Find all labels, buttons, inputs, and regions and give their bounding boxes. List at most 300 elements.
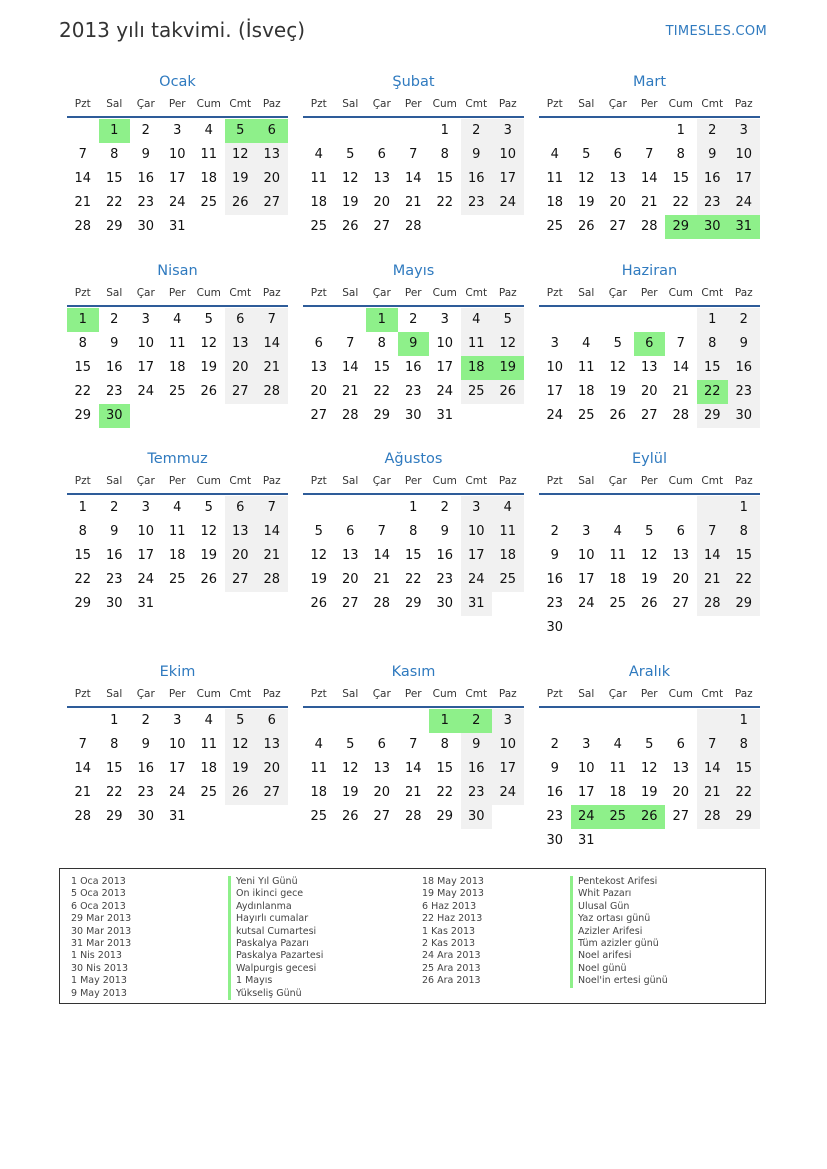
day-cell: 8: [78, 336, 87, 351]
weekday-label: Cum: [432, 287, 457, 299]
day-cell: 16: [728, 356, 760, 380]
day-cell: 3: [728, 119, 760, 143]
weekday-label: Paz: [262, 98, 281, 110]
day-cell: 22: [728, 781, 760, 805]
weekday-label: Çar: [608, 688, 627, 700]
empty-cell: [303, 709, 335, 733]
holiday-legend: [59, 868, 766, 1004]
day-cell: 10: [168, 737, 186, 752]
month-4: [67, 260, 288, 428]
day-cell: 2: [110, 312, 119, 327]
day-cell: 27: [672, 596, 690, 611]
day-cell: 2: [550, 524, 559, 539]
month-9: [539, 448, 760, 640]
day-grid: [539, 709, 760, 853]
weekday-label: Pzt: [546, 98, 563, 110]
month-7: [67, 448, 288, 616]
day-cell: 30: [137, 809, 155, 824]
day-cell: 18: [200, 171, 218, 186]
day-cell: 9: [728, 332, 760, 356]
day-cell: 15: [697, 356, 729, 380]
legend-date: 9 May 2013: [71, 987, 127, 999]
day-cell: 3: [492, 709, 524, 733]
day-cell: 28: [256, 568, 288, 592]
day-cell: 8: [377, 336, 386, 351]
day-cell: 7: [256, 496, 288, 520]
day-cell: 21: [74, 195, 92, 210]
day-cell: 10: [492, 143, 524, 167]
day-cell: 2: [728, 308, 760, 332]
day-cell: 19: [341, 195, 359, 210]
weekday-label: Cmt: [229, 688, 252, 700]
legend-holiday-name: Yükseliş Günü: [228, 988, 323, 1000]
weekday-label: Cum: [668, 688, 693, 700]
day-cell: 29: [74, 408, 92, 423]
day-cell: 15: [74, 548, 92, 563]
weekday-label: Cmt: [701, 688, 724, 700]
day-cell: 17: [137, 548, 155, 563]
weekday-label: Cum: [668, 287, 693, 299]
day-cell: 9: [110, 336, 119, 351]
day-cell: 5: [645, 737, 654, 752]
day-cell: 24: [461, 568, 493, 592]
day-cell: 4: [492, 496, 524, 520]
site-link[interactable]: TIMESLES.COM: [665, 24, 767, 39]
day-cell: 13: [373, 761, 391, 776]
day-cell: 23: [137, 195, 155, 210]
day-cell: 16: [404, 360, 422, 375]
day-cell: 8: [728, 520, 760, 544]
weekday-label: Sal: [342, 287, 359, 299]
day-grid: [539, 496, 760, 640]
day-cell: 7: [645, 147, 654, 162]
day-cell: 27: [310, 408, 328, 423]
day-cell: 14: [697, 544, 729, 568]
day-cell: 14: [697, 757, 729, 781]
day-cell: 21: [697, 781, 729, 805]
legend-holiday-name: kutsal Cumartesi: [228, 926, 323, 938]
day-cell: 15: [373, 360, 391, 375]
day-cell: 4: [582, 336, 591, 351]
day-cell: 30: [546, 833, 564, 848]
legend-holiday-name: Walpurgis gecesi: [228, 963, 323, 975]
day-cell: 7: [78, 737, 87, 752]
day-grid: [67, 496, 288, 616]
day-cell: 17: [728, 167, 760, 191]
legend-dates-column-2: [422, 876, 484, 988]
weekday-label: Pzt: [74, 688, 91, 700]
day-cell: 7: [409, 147, 418, 162]
day-cell: 8: [728, 733, 760, 757]
day-cell: 25: [200, 195, 218, 210]
day-cell: 26: [577, 219, 595, 234]
day-cell: 29: [74, 596, 92, 611]
day-cell: 14: [341, 360, 359, 375]
weekday-header: [67, 470, 288, 495]
day-cell: 15: [74, 360, 92, 375]
day-cell: 4: [204, 713, 213, 728]
day-cell: 29: [105, 809, 123, 824]
day-cell: 10: [436, 336, 454, 351]
day-cell: 15: [105, 171, 123, 186]
weekday-label: Sal: [106, 688, 123, 700]
day-cell: 27: [225, 380, 257, 404]
day-cell: 8: [110, 147, 119, 162]
day-cell: 17: [168, 761, 186, 776]
day-cell: 22: [728, 568, 760, 592]
empty-cell: [398, 119, 430, 143]
legend-date: 29 Mar 2013: [71, 913, 132, 925]
day-cell: 24: [546, 408, 564, 423]
day-cell: 15: [728, 544, 760, 568]
day-cell: 8: [110, 737, 119, 752]
month-name: Kasım: [391, 664, 436, 680]
day-cell: 16: [546, 785, 564, 800]
day-cell: 18: [492, 544, 524, 568]
day-cell: 24: [137, 572, 155, 587]
day-cell: 28: [74, 219, 92, 234]
day-cell: 6: [676, 737, 685, 752]
day-cell: 9: [141, 737, 150, 752]
day-cell: 16: [436, 548, 454, 563]
day-cell: 23: [728, 380, 760, 404]
day-cell: 7: [377, 524, 386, 539]
day-cell: 22: [74, 572, 92, 587]
day-cell: 17: [137, 360, 155, 375]
legend-holiday-name: Yeni Yıl Günü: [228, 876, 323, 888]
weekday-label: Paz: [498, 287, 517, 299]
day-cell: 18: [546, 195, 564, 210]
day-cell: 5: [645, 524, 654, 539]
month-6: [539, 260, 760, 428]
legend-date: 30 Mar 2013: [71, 925, 132, 937]
weekday-label: Sal: [342, 475, 359, 487]
day-cell: 29: [404, 596, 422, 611]
day-cell: 12: [577, 171, 595, 186]
day-cell: 22: [105, 785, 123, 800]
day-cell: 31: [168, 219, 186, 234]
day-cell: 10: [577, 761, 595, 776]
legend-date: 30 Nis 2013: [71, 962, 128, 974]
holiday-day-cell: 18: [461, 356, 493, 380]
day-cell: 9: [697, 143, 729, 167]
weekday-label: Cmt: [701, 98, 724, 110]
day-cell: 27: [373, 809, 391, 824]
legend-holiday-name: Yaz ortası günü: [570, 913, 668, 925]
day-cell: 11: [310, 171, 328, 186]
weekday-label: Paz: [734, 688, 753, 700]
day-cell: 11: [492, 520, 524, 544]
weekday-label: Sal: [342, 98, 359, 110]
empty-cell: [634, 709, 666, 733]
month-name: Eylül: [632, 451, 667, 467]
day-cell: 19: [225, 757, 257, 781]
day-cell: 4: [613, 524, 622, 539]
day-cell: 26: [492, 380, 524, 404]
day-cell: 1: [78, 500, 87, 515]
day-cell: 13: [225, 332, 257, 356]
empty-cell: [539, 308, 571, 332]
day-cell: 7: [697, 733, 729, 757]
day-cell: 11: [546, 171, 564, 186]
day-cell: 11: [168, 524, 186, 539]
day-cell: 11: [461, 332, 493, 356]
day-cell: 13: [310, 360, 328, 375]
day-cell: 28: [697, 592, 729, 616]
day-cell: 6: [377, 147, 386, 162]
weekday-label: Çar: [136, 287, 155, 299]
day-cell: 4: [204, 123, 213, 138]
day-cell: 1: [440, 123, 449, 138]
day-cell: 2: [409, 312, 418, 327]
day-cell: 18: [577, 384, 595, 399]
day-cell: 4: [461, 308, 493, 332]
legend-holiday-name: Noel günü: [570, 963, 668, 975]
day-cell: 13: [225, 520, 257, 544]
day-cell: 5: [314, 524, 323, 539]
day-cell: 16: [461, 757, 493, 781]
day-cell: 7: [346, 336, 355, 351]
month-3: [539, 71, 760, 239]
day-cell: 3: [173, 713, 182, 728]
day-cell: 8: [78, 524, 87, 539]
day-cell: 24: [137, 384, 155, 399]
legend-date: 18 May 2013: [422, 876, 484, 887]
day-cell: 7: [409, 737, 418, 752]
day-cell: 20: [672, 785, 690, 800]
day-cell: 9: [110, 524, 119, 539]
month-10: [67, 661, 288, 829]
weekday-label: Per: [640, 475, 658, 487]
day-cell: 8: [676, 147, 685, 162]
day-cell: 29: [105, 219, 123, 234]
holiday-day-cell: 1: [67, 308, 99, 332]
day-cell: 18: [609, 572, 627, 587]
day-cell: 17: [492, 757, 524, 781]
day-cell: 24: [168, 195, 186, 210]
weekday-label: Per: [640, 688, 658, 700]
day-cell: 15: [728, 757, 760, 781]
weekday-label: Pzt: [310, 287, 327, 299]
weekday-header: [539, 282, 760, 307]
day-cell: 13: [640, 360, 658, 375]
weekday-label: Çar: [372, 287, 391, 299]
day-cell: 27: [609, 219, 627, 234]
day-cell: 3: [141, 312, 150, 327]
month-12: [539, 661, 760, 853]
day-cell: 4: [173, 312, 182, 327]
holiday-day-cell: 6: [634, 332, 666, 356]
weekday-label: Per: [404, 688, 422, 700]
day-cell: 3: [141, 500, 150, 515]
day-cell: 23: [404, 384, 422, 399]
day-cell: 30: [137, 219, 155, 234]
day-cell: 26: [200, 384, 218, 399]
weekday-label: Paz: [262, 475, 281, 487]
day-cell: 9: [550, 761, 559, 776]
day-cell: 4: [613, 737, 622, 752]
day-cell: 19: [577, 195, 595, 210]
empty-cell: [665, 496, 697, 520]
day-cell: 17: [546, 384, 564, 399]
legend-holiday-name: Hayırlı cumalar: [228, 913, 323, 925]
holiday-day-cell: 26: [634, 805, 666, 829]
day-cell: 12: [200, 336, 218, 351]
day-cell: 19: [200, 360, 218, 375]
holiday-day-cell: 1: [429, 709, 461, 733]
weekday-label: Cmt: [229, 287, 252, 299]
legend-dates-column-1: [71, 876, 131, 1000]
legend-holiday-name: Paskalya Pazartesi: [228, 950, 323, 962]
weekday-label: Çar: [608, 98, 627, 110]
day-cell: 22: [74, 384, 92, 399]
legend-date: 1 Kas 2013: [422, 925, 476, 937]
weekday-label: Per: [168, 98, 186, 110]
weekday-label: Cum: [196, 688, 221, 700]
weekday-label: Paz: [734, 475, 753, 487]
day-cell: 16: [461, 167, 493, 191]
day-cell: 28: [640, 219, 658, 234]
day-cell: 23: [105, 384, 123, 399]
empty-cell: [665, 709, 697, 733]
day-cell: 14: [373, 548, 391, 563]
day-cell: 27: [256, 191, 288, 215]
empty-cell: [539, 709, 571, 733]
legend-holiday-name: On ikinci gece: [228, 888, 323, 900]
weekday-label: Çar: [136, 475, 155, 487]
day-cell: 1: [110, 713, 119, 728]
day-cell: 30: [105, 596, 123, 611]
day-cell: 31: [168, 809, 186, 824]
day-cell: 6: [314, 336, 323, 351]
empty-cell: [67, 119, 99, 143]
day-cell: 10: [137, 336, 155, 351]
day-cell: 26: [225, 191, 257, 215]
weekday-label: Per: [404, 287, 422, 299]
holiday-day-cell: 30: [697, 215, 729, 239]
day-cell: 25: [492, 568, 524, 592]
day-cell: 19: [310, 572, 328, 587]
day-cell: 21: [256, 356, 288, 380]
day-cell: 11: [609, 548, 627, 563]
weekday-label: Cum: [432, 688, 457, 700]
weekday-label: Pzt: [310, 475, 327, 487]
day-cell: 26: [200, 572, 218, 587]
day-cell: 21: [341, 384, 359, 399]
day-cell: 4: [550, 147, 559, 162]
weekday-label: Cum: [668, 98, 693, 110]
empty-cell: [634, 119, 666, 143]
holiday-day-cell: 30: [99, 404, 131, 428]
weekday-label: Çar: [372, 98, 391, 110]
weekday-label: Per: [404, 98, 422, 110]
month-name: Mayıs: [392, 263, 435, 279]
holiday-day-cell: 1: [366, 308, 398, 332]
weekday-label: Paz: [262, 287, 281, 299]
weekday-header: [539, 93, 760, 118]
day-cell: 7: [697, 520, 729, 544]
day-cell: 5: [492, 308, 524, 332]
weekday-label: Sal: [106, 98, 123, 110]
holiday-day-cell: 25: [602, 805, 634, 829]
weekday-label: Cmt: [465, 475, 488, 487]
day-cell: 29: [697, 404, 729, 428]
weekday-header: [303, 683, 524, 708]
legend-date: 2 Kas 2013: [422, 938, 476, 950]
legend-names-column-2: [570, 876, 668, 988]
day-cell: 12: [640, 761, 658, 776]
empty-cell: [366, 709, 398, 733]
holiday-day-cell: 31: [728, 215, 760, 239]
day-cell: 19: [640, 572, 658, 587]
day-cell: 23: [105, 572, 123, 587]
weekday-label: Cum: [668, 475, 693, 487]
empty-cell: [571, 709, 603, 733]
day-cell: 25: [310, 219, 328, 234]
day-cell: 22: [105, 195, 123, 210]
day-cell: 28: [697, 805, 729, 829]
day-cell: 19: [640, 785, 658, 800]
day-cell: 26: [640, 596, 658, 611]
weekday-label: Çar: [372, 688, 391, 700]
day-cell: 5: [613, 336, 622, 351]
day-cell: 2: [461, 119, 493, 143]
day-cell: 20: [640, 384, 658, 399]
day-cell: 4: [173, 500, 182, 515]
weekday-label: Per: [640, 98, 658, 110]
month-name: Mart: [632, 74, 667, 90]
weekday-label: Paz: [498, 475, 517, 487]
day-cell: 21: [373, 572, 391, 587]
day-cell: 25: [461, 380, 493, 404]
day-cell: 21: [404, 195, 422, 210]
day-cell: 11: [200, 737, 218, 752]
day-cell: 16: [105, 548, 123, 563]
day-cell: 27: [341, 596, 359, 611]
day-cell: 12: [640, 548, 658, 563]
day-cell: 12: [609, 360, 627, 375]
day-cell: 20: [310, 384, 328, 399]
day-cell: 20: [225, 544, 257, 568]
day-grid: [303, 496, 524, 616]
day-cell: 25: [546, 219, 564, 234]
day-cell: 28: [341, 408, 359, 423]
empty-cell: [571, 496, 603, 520]
day-cell: 11: [168, 336, 186, 351]
day-cell: 18: [310, 195, 328, 210]
day-cell: 5: [204, 500, 213, 515]
day-cell: 5: [346, 147, 355, 162]
month-name: Aralık: [628, 664, 671, 680]
day-cell: 4: [314, 147, 323, 162]
weekday-label: Sal: [106, 287, 123, 299]
day-cell: 18: [168, 360, 186, 375]
empty-cell: [366, 119, 398, 143]
day-cell: 13: [341, 548, 359, 563]
day-cell: 9: [461, 733, 493, 757]
day-cell: 5: [225, 709, 257, 733]
empty-cell: [602, 496, 634, 520]
day-cell: 13: [256, 143, 288, 167]
empty-cell: [303, 308, 335, 332]
day-cell: 25: [609, 596, 627, 611]
day-cell: 20: [256, 167, 288, 191]
weekday-label: Paz: [498, 98, 517, 110]
day-cell: 18: [200, 761, 218, 776]
day-cell: 14: [404, 171, 422, 186]
day-cell: 12: [200, 524, 218, 539]
weekday-label: Sal: [578, 98, 595, 110]
